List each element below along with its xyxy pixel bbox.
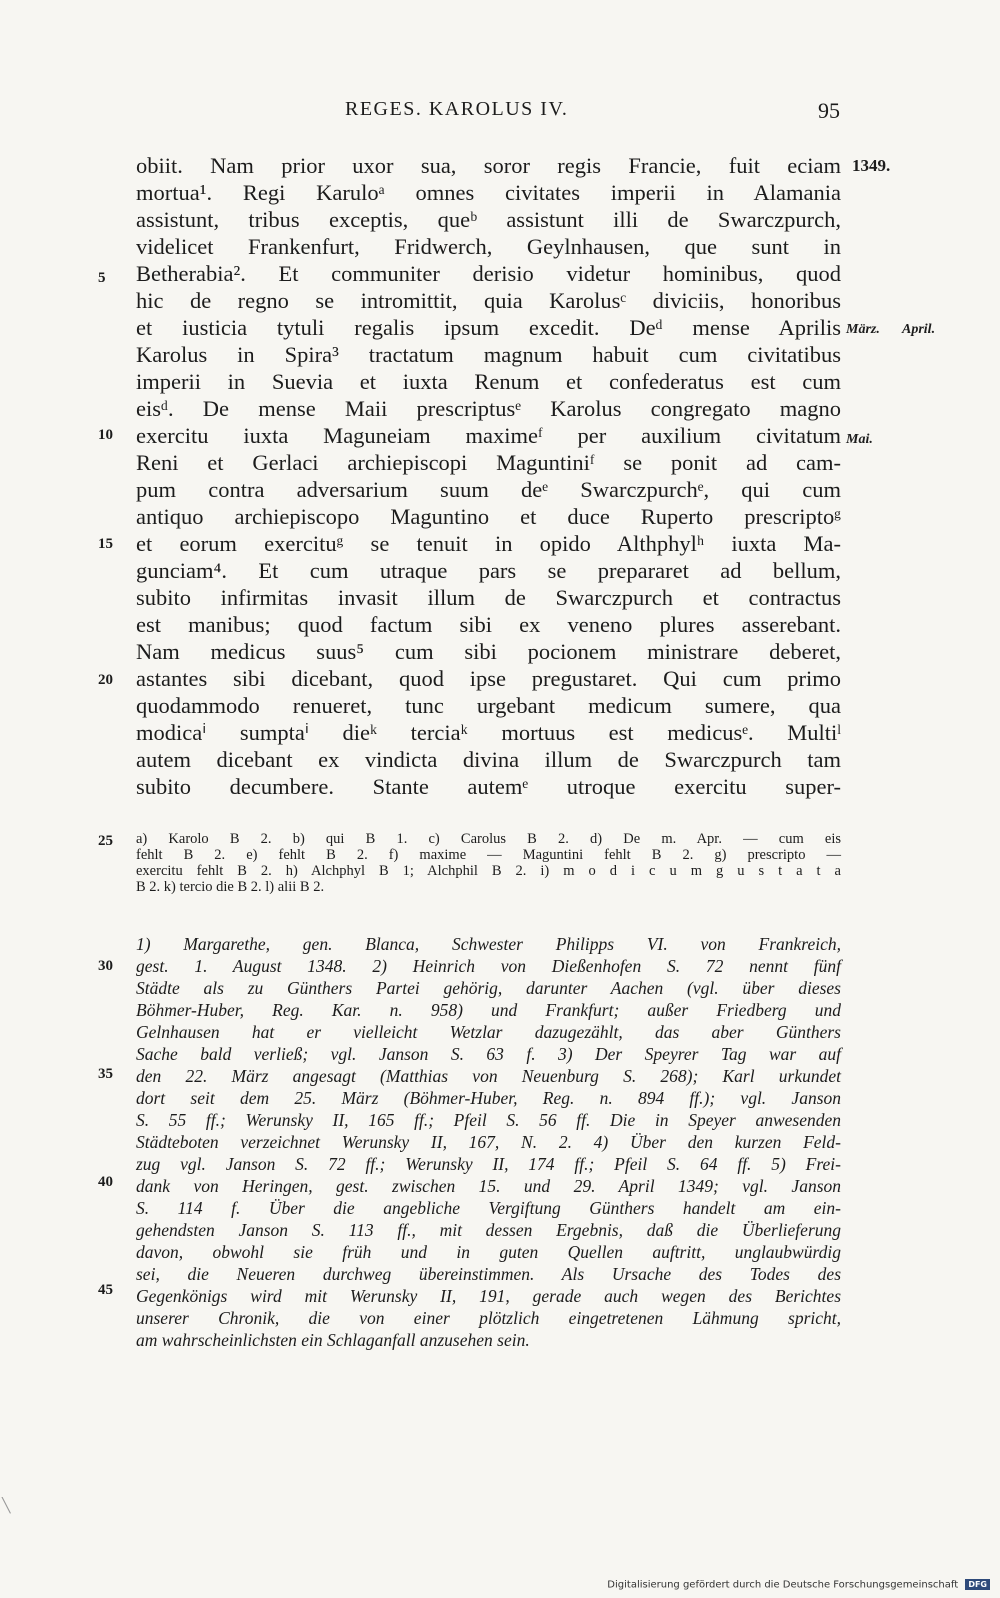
text-line: Betherabia². Et communiter derisio videtur hominibus, quod: [136, 261, 841, 286]
note-line: davon, obwohl sie früh und in guten Quellen auftritt, unglaubwürdig: [136, 1242, 841, 1262]
text-line: antiquo archiepiscopo Maguntino et duce Ruperto prescriptoᵍ: [136, 504, 841, 529]
text-line: obiit. Nam prior uxor sua, soror regis Francie, fuit eciam: [136, 153, 841, 178]
line-number: 15: [98, 536, 113, 552]
text-line: exercitu iuxta Maguneiam maximeᶠ per auxilium civitatum: [136, 423, 841, 448]
variant-note-line: exercitu fehlt B 2. h) Alchphyl B 1; Alchphil B 2. i) m o d i c u m g u s t a t a: [136, 863, 841, 879]
credit-text: Digitalisierung gefördert durch die Deutsche Forschungsgemeinschaft: [607, 1579, 959, 1590]
note-line: Sache bald verließ; vgl. Janson S. 63 f. 3) Der Speyrer Tag war auf: [136, 1044, 841, 1064]
text-line: assistunt, tribus exceptis, queᵇ assistunt illi de Swarczpurch,: [136, 207, 841, 232]
note-line: gest. 1. August 1348. 2) Heinrich von Dießenhofen S. 72 nennt fünf: [136, 956, 841, 976]
page-number: 95: [818, 98, 840, 123]
line-number: 45: [98, 1282, 113, 1298]
note-line: am wahrscheinlichsten ein Schlaganfall anzusehen sein.: [136, 1330, 530, 1350]
line-number: 20: [98, 672, 113, 688]
note-line: den 22. März angesagt (Matthias von Neuenburg S. 268); Karl urkundet: [136, 1066, 841, 1086]
note-line: Böhmer-Huber, Reg. Kar. n. 958) und Frankfurt; außer Friedberg und: [136, 1000, 841, 1020]
text-line: eisᵈ. De mense Maii prescriptusᵉ Karolus congregato magno: [136, 396, 841, 421]
note-line: Städteboten verzeichnet Werunsky II, 167, N. 2. 4) Über den kurzen Feld-: [136, 1132, 841, 1152]
dfg-logo: DFG: [965, 1579, 990, 1590]
line-number: 40: [98, 1174, 113, 1190]
text-line: hic de regno se intromittit, quia Karolusᶜ diviciis, honoribus: [136, 288, 841, 313]
line-number: 30: [98, 958, 113, 974]
note-line: gehendsten Janson S. 113 ff., mit dessen Ergebnis, daß die Überlieferung: [136, 1220, 841, 1240]
text-line: subito decumbere. Stante autemᵉ utroque exercitu super-: [136, 774, 841, 799]
text-line: astantes sibi dicebant, quod ipse pregustaret. Qui cum primo: [136, 666, 841, 691]
note-line: unserer Chronik, die von einer plötzlich eingetretenen Lähmung spricht,: [136, 1308, 841, 1328]
text-line: quodammodo renueret, tunc urgebant medicum sumere, qua: [136, 693, 841, 718]
variant-note-line: B 2. k) tercio die B 2. l) alii B 2.: [136, 879, 325, 895]
text-line: Nam medicus suus⁵ cum sibi pocionem ministrare deberet,: [136, 639, 841, 664]
margin-month-mai: Mai.: [846, 432, 873, 447]
text-line: imperii in Suevia et iuxta Renum et confederatus est cum: [136, 369, 841, 394]
scan-artifact-mark: ╲: [2, 1498, 11, 1514]
note-line: S. 114 f. Über die angebliche Vergiftung Günthers handelt am ein-: [136, 1198, 841, 1218]
text-line: Reni et Gerlaci archiepiscopi Maguntiniᶠ se ponit ad cam-: [136, 450, 841, 475]
note-line: Gegenkönigs wird mit Werunsky II, 191, gerade auch wegen des Berichtes: [136, 1286, 841, 1306]
note-line: zug vgl. Janson S. 72 ff.; Werunsky II, 174 ff.; Pfeil S. 64 ff. 5) Frei-: [136, 1154, 841, 1174]
text-line: est manibus; quod factum sibi ex veneno plures asserebant.: [136, 612, 841, 637]
line-number: 10: [98, 427, 113, 443]
note-line: S. 55 ff.; Werunsky II, 165 ff.; Pfeil S. 56 ff. Die in Speyer anwesenden: [136, 1110, 841, 1130]
note-line: Gelnhausen hat er vielleicht Wetzlar dazugezählt, das aber Günthers: [136, 1022, 841, 1042]
note-line: 1) Margarethe, gen. Blanca, Schwester Philipps VI. von Frankreich,: [136, 934, 841, 954]
line-number: 5: [98, 270, 106, 286]
text-line: modicaⁱ sumptaⁱ dieᵏ terciaᵏ mortuus est medicusᵉ. Multiˡ: [136, 720, 841, 745]
text-line: Karolus in Spira³ tractatum magnum habuit cum civitatibus: [136, 342, 841, 367]
line-number: 25: [98, 833, 113, 849]
note-line: Städte als zu Günthers Partei gehörig, darunter Aachen (vgl. über dieses: [136, 978, 841, 998]
variant-note-line: a) Karolo B 2. b) qui B 1. c) Carolus B 2. d) De m. Apr. — cum eis: [136, 831, 841, 847]
variant-note-line: fehlt B 2. e) fehlt B 2. f) maxime — Maguntini fehlt B 2. g) prescripto —: [136, 847, 841, 863]
text-line: gunciam⁴. Et cum utraque pars se prepararet ad bellum,: [136, 558, 841, 583]
text-line: autem dicebant ex vindicta divina illum de Swarczpurch tam: [136, 747, 841, 772]
text-line: et iusticia tytuli regalis ipsum excedit. Deᵈ mense Aprilis: [136, 315, 841, 340]
text-line: mortua¹. Regi Karuloᵃ omnes civitates imperii in Alamania: [136, 180, 841, 205]
digitization-credit: [607, 1579, 990, 1591]
note-line: sei, die Neueren durchweg übereinstimmen. Als Ursache des Todes des: [136, 1264, 841, 1284]
text-line: et eorum exercituᵍ se tenuit in opido Althphylʰ iuxta Ma-: [136, 531, 841, 556]
note-line: dank von Heringen, gest. zwischen 15. und 29. April 1349; vgl. Janson: [136, 1176, 841, 1196]
margin-year: 1349.: [852, 156, 891, 175]
line-number: 35: [98, 1066, 113, 1082]
margin-month-april: April.: [902, 322, 936, 337]
running-title: REGES. KAROLUS IV.: [345, 98, 569, 120]
text-line: videlicet Frankenfurt, Fridwerch, Geylnhausen, que sunt in: [136, 234, 841, 259]
note-line: dort seit dem 25. März (Böhmer-Huber, Reg. n. 894 ff.); vgl. Janson: [136, 1088, 841, 1108]
text-line: pum contra adversarium suum deᵉ Swarczpurchᵉ, qui cum: [136, 477, 841, 502]
page-header: [140, 98, 840, 128]
margin-month-maerz: März.: [846, 322, 880, 337]
text-line: subito infirmitas invasit illum de Swarczpurch et contractus: [136, 585, 841, 610]
